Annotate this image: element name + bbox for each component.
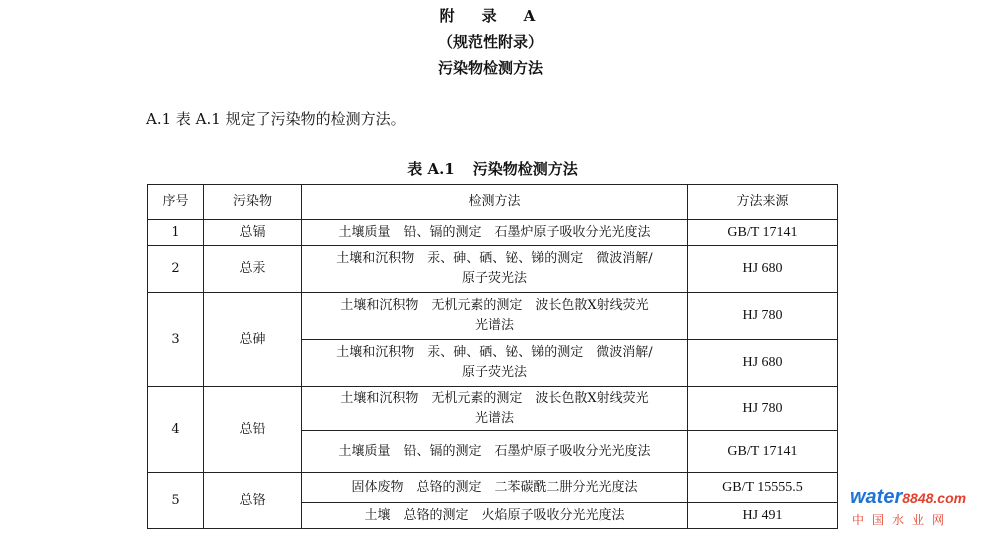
- watermark-number: 8848: [902, 490, 934, 506]
- method-line: 土壤 总铬的测定 火焰原子吸收分光光度法: [364, 507, 625, 523]
- watermark-suffix: .com: [933, 490, 967, 506]
- pollutant-name: 总铅: [204, 387, 302, 473]
- watermark-chinese-name: 中国水业网: [852, 513, 953, 527]
- appendix-subject: 污染物检测方法: [437, 59, 543, 77]
- method-source: GB/T 17141: [688, 220, 838, 246]
- method-line: 土壤质量 铅、镉的测定 石墨炉原子吸收分光光度法: [338, 224, 651, 240]
- pollutant-methods-table: [147, 184, 838, 529]
- method-source: GB/T 15555.5: [688, 473, 838, 503]
- table-header-row: [148, 185, 838, 220]
- appendix-type: （规范性附录）: [437, 33, 543, 51]
- table-caption-number: 表 A.1: [407, 160, 455, 178]
- table-row: [148, 473, 838, 503]
- table-row: [148, 387, 838, 431]
- method-line: 土壤和沉积物 汞、砷、硒、铋、锑的测定 微波消解/: [336, 345, 653, 360]
- method-line: 光谱法: [474, 318, 514, 333]
- method-line: 土壤和沉积物 无机元素的测定 波长色散X射线荧光: [340, 298, 649, 313]
- row-number: 2: [148, 246, 204, 293]
- row-number: 5: [148, 473, 204, 529]
- method-source: HJ 680: [688, 340, 838, 387]
- column-header-pollutant: 污染物: [204, 185, 302, 220]
- pollutant-name: 总铬: [204, 473, 302, 529]
- method-cell: [302, 473, 688, 503]
- method-cell: [302, 431, 688, 473]
- method-source: GB/T 17141: [688, 431, 838, 473]
- method-line: 固体废物 总铬的测定 二苯碳酰二肼分光光度法: [351, 479, 638, 495]
- column-header-source: 方法来源: [688, 185, 838, 220]
- table-row: [148, 220, 838, 246]
- method-cell: [302, 503, 688, 529]
- table-caption-title: 污染物检测方法: [472, 160, 578, 178]
- method-cell: [302, 220, 688, 246]
- table-caption: [0, 158, 981, 179]
- method-source: HJ 780: [688, 387, 838, 431]
- watermark-word: water: [850, 486, 903, 508]
- watermark-logo: [850, 486, 980, 534]
- table-row: [148, 293, 838, 340]
- method-source: HJ 780: [688, 293, 838, 340]
- method-line: 土壤和沉积物 汞、砷、硒、铋、锑的测定 微波消解/: [336, 251, 653, 266]
- method-cell: [302, 293, 688, 340]
- method-line: 原子荧光法: [461, 271, 527, 286]
- pollutant-name: 总砷: [204, 293, 302, 387]
- method-line: 光谱法: [474, 410, 514, 426]
- row-number: 3: [148, 293, 204, 387]
- pollutant-name: 总汞: [204, 246, 302, 293]
- method-source: HJ 491: [688, 503, 838, 529]
- row-number: 4: [148, 387, 204, 473]
- table-row: [148, 246, 838, 293]
- column-header-method: 检测方法: [302, 185, 688, 220]
- method-line: 原子荧光法: [461, 365, 527, 380]
- method-cell: [302, 246, 688, 293]
- method-line: 土壤和沉积物 无机元素的测定 波长色散X射线荧光: [340, 390, 649, 406]
- appendix-title: 附 录 A: [439, 7, 542, 25]
- method-cell: [302, 387, 688, 431]
- method-line: 土壤质量 铅、镉的测定 石墨炉原子吸收分光光度法: [338, 443, 651, 459]
- method-cell: [302, 340, 688, 387]
- pollutant-name: 总镉: [204, 220, 302, 246]
- intro-paragraph: A.1 表 A.1 规定了污染物的检测方法。: [146, 110, 406, 128]
- watermark-wordmark: [850, 486, 980, 509]
- column-header-no: 序号: [148, 185, 204, 220]
- row-number: 1: [148, 220, 204, 246]
- method-source: HJ 680: [688, 246, 838, 293]
